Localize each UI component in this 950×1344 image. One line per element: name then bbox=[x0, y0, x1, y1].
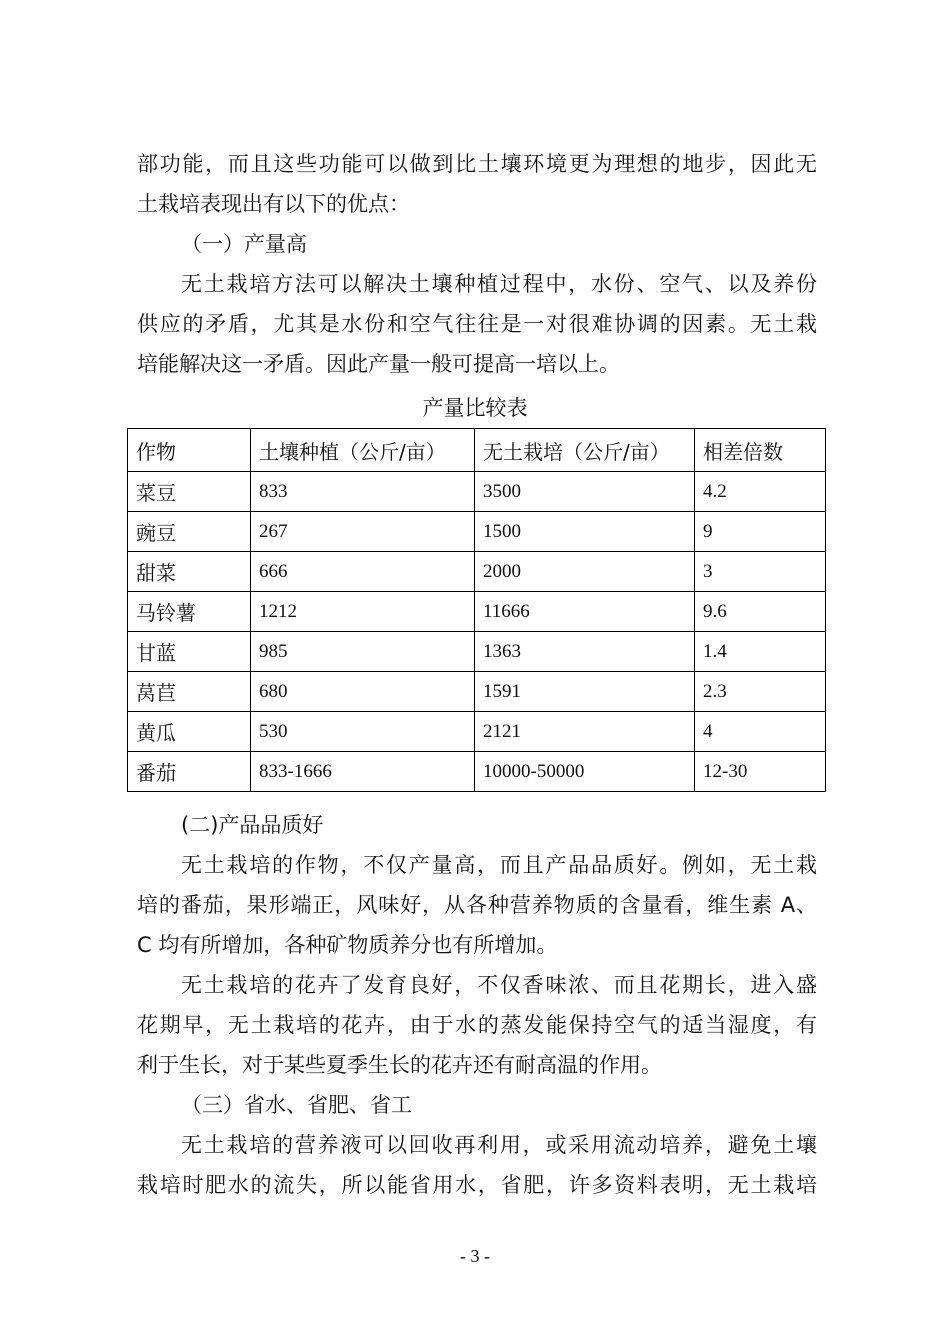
yield-comparison-table bbox=[127, 428, 826, 792]
ratio-cell: 12-30 bbox=[695, 752, 826, 792]
text-line: 土栽培表现出有以下的优点： bbox=[137, 192, 410, 216]
header-cell: 无土栽培（公斤/亩） bbox=[475, 429, 695, 472]
crop-cell: 莴苣 bbox=[128, 672, 251, 712]
paragraph-savings bbox=[137, 1125, 817, 1205]
table-row bbox=[128, 752, 826, 792]
soil-yield-cell: 530 bbox=[251, 712, 475, 752]
crop-cell: 豌豆 bbox=[128, 512, 251, 552]
text-line: 供应的矛盾，尤其是水份和空气往往是一对很难协调的因素。无土栽 bbox=[137, 312, 817, 336]
header-cell: 作物 bbox=[128, 429, 251, 472]
table-row bbox=[128, 512, 826, 552]
text-line: 培能解决这一矛盾。因此产量一般可提高一培以上。 bbox=[137, 352, 620, 376]
ratio-cell: 2.3 bbox=[695, 672, 826, 712]
soilless-yield-cell: 1363 bbox=[475, 632, 695, 672]
paragraph-yield bbox=[137, 264, 817, 384]
text-line: 无土栽培的花卉了发育良好，不仅香味浓、而且花期长，进入盛 bbox=[181, 973, 817, 997]
text-line: 无土栽培的作物，不仅产量高，而且产品品质好。例如，无土栽 bbox=[181, 853, 817, 877]
header-cell: 相差倍数 bbox=[695, 429, 826, 472]
soil-yield-cell: 666 bbox=[251, 552, 475, 592]
table-caption: 产量比较表 bbox=[422, 396, 528, 420]
table-header-row bbox=[128, 429, 826, 472]
section-heading-savings: （三）省水、省肥、省工 bbox=[181, 1093, 412, 1117]
crop-cell: 甜菜 bbox=[128, 552, 251, 592]
paragraph-flowers bbox=[137, 965, 817, 1085]
soil-yield-cell: 833-1666 bbox=[251, 752, 475, 792]
table-row bbox=[128, 592, 826, 632]
soilless-yield-cell: 2121 bbox=[475, 712, 695, 752]
soil-yield-cell: 833 bbox=[251, 472, 475, 512]
soil-yield-cell: 985 bbox=[251, 632, 475, 672]
section-heading-quality: (二)产品品质好 bbox=[181, 813, 324, 837]
soilless-yield-cell: 2000 bbox=[475, 552, 695, 592]
text-line: 无土栽培方法可以解决土壤种植过程中，水份、空气、以及养份 bbox=[181, 272, 817, 296]
ratio-cell: 9 bbox=[695, 512, 826, 552]
crop-cell: 马铃薯 bbox=[128, 592, 251, 632]
ratio-cell: 4 bbox=[695, 712, 826, 752]
table-row bbox=[128, 552, 826, 592]
paragraph-intro bbox=[137, 144, 817, 224]
soilless-yield-cell: 11666 bbox=[475, 592, 695, 632]
text-line: 培的番茄，果形端正，风味好，从各种营养物质的含量看，维生素 A、 bbox=[137, 893, 817, 917]
soil-yield-cell: 267 bbox=[251, 512, 475, 552]
soilless-yield-cell: 1591 bbox=[475, 672, 695, 712]
table-row bbox=[128, 672, 826, 712]
header-cell: 土壤种植（公斤/亩） bbox=[251, 429, 475, 472]
soilless-yield-cell: 10000-50000 bbox=[475, 752, 695, 792]
ratio-cell: 1.4 bbox=[695, 632, 826, 672]
ratio-cell: 4.2 bbox=[695, 472, 826, 512]
soilless-yield-cell: 3500 bbox=[475, 472, 695, 512]
crop-cell: 番茄 bbox=[128, 752, 251, 792]
text-line: 无土栽培的营养液可以回收再利用，或采用流动培养，避免土壤 bbox=[181, 1133, 817, 1157]
soilless-yield-cell: 1500 bbox=[475, 512, 695, 552]
table-row bbox=[128, 472, 826, 512]
ratio-cell: 9.6 bbox=[695, 592, 826, 632]
crop-cell: 黄瓜 bbox=[128, 712, 251, 752]
crop-cell: 甘蓝 bbox=[128, 632, 251, 672]
section-heading-yield: （一）产量高 bbox=[181, 232, 307, 256]
crop-cell: 菜豆 bbox=[128, 472, 251, 512]
table-row bbox=[128, 632, 826, 672]
page-number: - 3 - bbox=[460, 1246, 490, 1266]
text-line: 部功能，而且这些功能可以做到比土壤环境更为理想的地步，因此无 bbox=[137, 152, 817, 176]
text-line: 花期早，无土栽培的花卉，由于水的蒸发能保持空气的适当湿度，有 bbox=[137, 1013, 817, 1037]
soil-yield-cell: 1212 bbox=[251, 592, 475, 632]
text-line: C 均有所增加，各种矿物质养分也有所增加。 bbox=[137, 933, 558, 957]
soil-yield-cell: 680 bbox=[251, 672, 475, 712]
text-line: 利于生长，对于某些夏季生长的花卉还有耐高温的作用。 bbox=[137, 1053, 662, 1077]
text-line: 栽培时肥水的流失，所以能省用水，省肥，许多资料表明，无土栽培 bbox=[137, 1173, 817, 1197]
ratio-cell: 3 bbox=[695, 552, 826, 592]
paragraph-quality bbox=[137, 845, 817, 965]
table-row bbox=[128, 712, 826, 752]
